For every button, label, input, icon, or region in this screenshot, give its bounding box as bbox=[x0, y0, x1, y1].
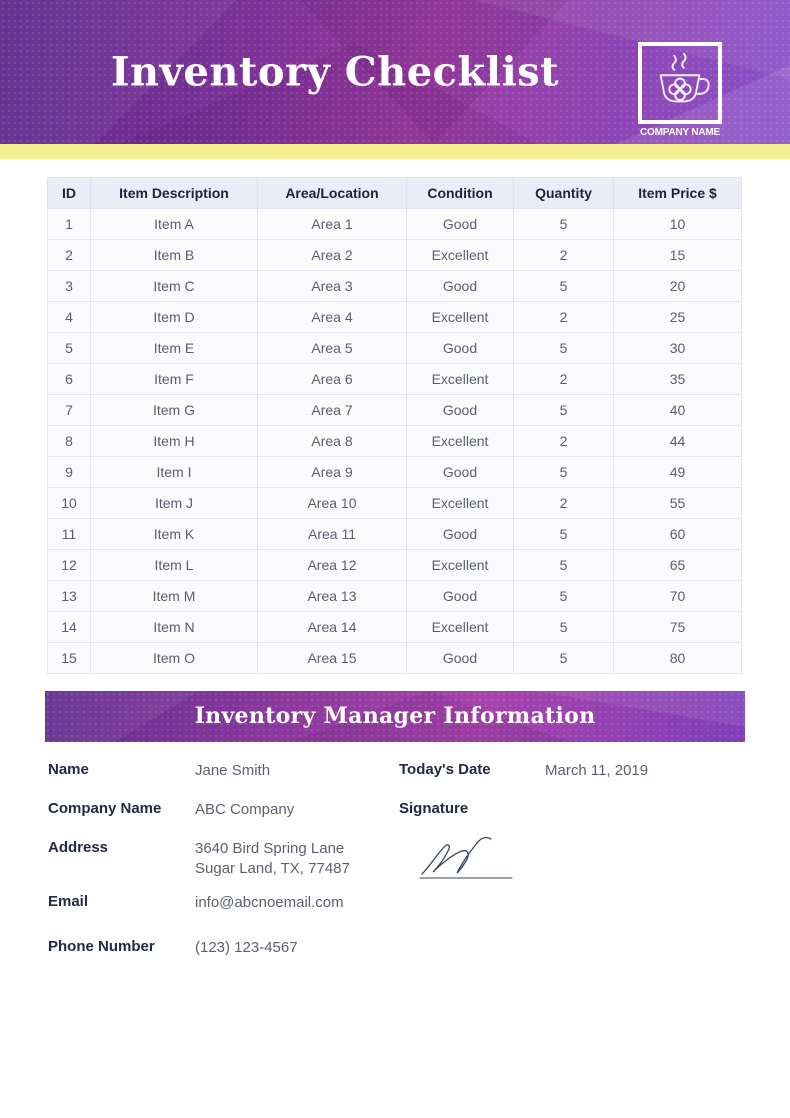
column-header-quantity: Quantity bbox=[514, 178, 614, 209]
cell-price: 10 bbox=[614, 209, 742, 240]
cell-id: 15 bbox=[48, 643, 91, 674]
cell-description: Item A bbox=[91, 209, 258, 240]
cell-quantity: 2 bbox=[514, 426, 614, 457]
cell-description: Item J bbox=[91, 488, 258, 519]
cell-quantity: 2 bbox=[514, 364, 614, 395]
flower-petal bbox=[675, 79, 685, 89]
company-name-label: COMPANY NAME bbox=[639, 127, 720, 138]
table-row bbox=[48, 550, 742, 581]
field-label: Company Name bbox=[48, 800, 162, 817]
table-row bbox=[48, 488, 742, 519]
table-row bbox=[48, 364, 742, 395]
cell-area: Area 2 bbox=[258, 240, 407, 271]
cell-area: Area 7 bbox=[258, 395, 407, 426]
cell-quantity: 5 bbox=[514, 643, 614, 674]
field-todays-date bbox=[399, 761, 648, 781]
inventory-table bbox=[47, 177, 742, 674]
cell-price: 75 bbox=[614, 612, 742, 643]
field-name bbox=[48, 761, 270, 781]
field-value bbox=[195, 839, 350, 879]
cell-condition: Good bbox=[407, 519, 514, 550]
cell-quantity: 2 bbox=[514, 240, 614, 271]
table-row bbox=[48, 581, 742, 612]
field-label: Email bbox=[48, 893, 89, 910]
field-address bbox=[48, 839, 350, 879]
cell-id: 9 bbox=[48, 457, 91, 488]
cell-price: 15 bbox=[614, 240, 742, 271]
cell-condition: Excellent bbox=[407, 488, 514, 519]
header-banner bbox=[0, 0, 790, 144]
cell-id: 8 bbox=[48, 426, 91, 457]
cell-description: Item H bbox=[91, 426, 258, 457]
cell-price: 30 bbox=[614, 333, 742, 364]
cell-area: Area 9 bbox=[258, 457, 407, 488]
cell-price: 49 bbox=[614, 457, 742, 488]
inventory-table-body bbox=[48, 209, 742, 674]
cell-area: Area 3 bbox=[258, 271, 407, 302]
table-row bbox=[48, 395, 742, 426]
cell-condition: Excellent bbox=[407, 302, 514, 333]
cell-condition: Excellent bbox=[407, 364, 514, 395]
cell-price: 20 bbox=[614, 271, 742, 302]
cell-description: Item K bbox=[91, 519, 258, 550]
cell-description: Item I bbox=[91, 457, 258, 488]
cell-description: Item O bbox=[91, 643, 258, 674]
address-line-1: 3640 Bird Spring Lane bbox=[195, 840, 345, 857]
table-section bbox=[0, 159, 790, 674]
cell-condition: Excellent bbox=[407, 426, 514, 457]
cell-description: Item G bbox=[91, 395, 258, 426]
table-row bbox=[48, 643, 742, 674]
field-label: Address bbox=[48, 839, 109, 856]
cell-price: 35 bbox=[614, 364, 742, 395]
table-header-row bbox=[48, 178, 742, 209]
field-value: Jane Smith bbox=[195, 762, 271, 779]
cell-price: 40 bbox=[614, 395, 742, 426]
column-header-description: Item Description bbox=[91, 178, 258, 209]
manager-banner bbox=[45, 691, 745, 742]
field-value: (123) 123-4567 bbox=[195, 939, 298, 956]
cell-price: 25 bbox=[614, 302, 742, 333]
cell-id: 3 bbox=[48, 271, 91, 302]
cell-area: Area 11 bbox=[258, 519, 407, 550]
cell-condition: Good bbox=[407, 643, 514, 674]
cell-description: Item B bbox=[91, 240, 258, 271]
cell-condition: Good bbox=[407, 581, 514, 612]
table-row bbox=[48, 240, 742, 271]
field-label: Phone Number bbox=[48, 938, 155, 955]
cell-quantity: 5 bbox=[514, 333, 614, 364]
field-label: Name bbox=[48, 761, 89, 778]
cell-condition: Good bbox=[407, 209, 514, 240]
cell-area: Area 1 bbox=[258, 209, 407, 240]
cell-quantity: 2 bbox=[514, 488, 614, 519]
address-line-2: Sugar Land, TX, 77487 bbox=[195, 860, 350, 877]
cell-description: Item E bbox=[91, 333, 258, 364]
cell-quantity: 5 bbox=[514, 209, 614, 240]
manager-section-title: Inventory Manager Information bbox=[194, 703, 596, 729]
cell-quantity: 5 bbox=[514, 271, 614, 302]
coffee-cup-icon bbox=[649, 52, 711, 114]
signature-image bbox=[418, 834, 516, 882]
cell-area: Area 15 bbox=[258, 643, 407, 674]
cell-area: Area 4 bbox=[258, 302, 407, 333]
column-header-area: Area/Location bbox=[258, 178, 407, 209]
field-value: March 11, 2019 bbox=[545, 762, 649, 779]
accent-stripe bbox=[0, 144, 790, 159]
flower-petal bbox=[675, 90, 685, 100]
column-header-id: ID bbox=[48, 178, 91, 209]
table-row bbox=[48, 271, 742, 302]
field-signature bbox=[399, 800, 545, 817]
field-phone-number bbox=[48, 938, 298, 958]
flower-petal bbox=[681, 84, 691, 94]
cell-price: 80 bbox=[614, 643, 742, 674]
cell-area: Area 12 bbox=[258, 550, 407, 581]
cell-quantity: 5 bbox=[514, 550, 614, 581]
cell-area: Area 13 bbox=[258, 581, 407, 612]
cell-condition: Good bbox=[407, 457, 514, 488]
cell-description: Item L bbox=[91, 550, 258, 581]
cell-price: 60 bbox=[614, 519, 742, 550]
cell-condition: Excellent bbox=[407, 240, 514, 271]
table-row bbox=[48, 302, 742, 333]
page-title: Inventory Checklist bbox=[110, 48, 560, 96]
cell-quantity: 5 bbox=[514, 612, 614, 643]
steam-icon bbox=[672, 56, 675, 70]
cell-condition: Excellent bbox=[407, 612, 514, 643]
cell-area: Area 14 bbox=[258, 612, 407, 643]
table-row bbox=[48, 612, 742, 643]
cell-id: 1 bbox=[48, 209, 91, 240]
flower-petal bbox=[669, 84, 679, 94]
cell-id: 5 bbox=[48, 333, 91, 364]
field-value: info@abcnoemail.com bbox=[195, 894, 344, 911]
cell-description: Item C bbox=[91, 271, 258, 302]
cell-description: Item M bbox=[91, 581, 258, 612]
cell-description: Item N bbox=[91, 612, 258, 643]
cell-area: Area 6 bbox=[258, 364, 407, 395]
cell-description: Item D bbox=[91, 302, 258, 333]
manager-info-section bbox=[0, 742, 790, 1118]
field-email bbox=[48, 893, 344, 913]
cell-id: 7 bbox=[48, 395, 91, 426]
cell-price: 65 bbox=[614, 550, 742, 581]
cell-condition: Good bbox=[407, 395, 514, 426]
cell-quantity: 5 bbox=[514, 581, 614, 612]
cell-quantity: 5 bbox=[514, 395, 614, 426]
cell-id: 12 bbox=[48, 550, 91, 581]
field-label: Today's Date bbox=[399, 761, 491, 778]
cell-id: 13 bbox=[48, 581, 91, 612]
cell-id: 11 bbox=[48, 519, 91, 550]
column-header-price: Item Price $ bbox=[614, 178, 742, 209]
cell-condition: Good bbox=[407, 271, 514, 302]
cell-quantity: 5 bbox=[514, 457, 614, 488]
logo-frame bbox=[638, 42, 722, 124]
table-header bbox=[48, 178, 742, 209]
cell-quantity: 2 bbox=[514, 302, 614, 333]
steam-icon bbox=[682, 54, 685, 68]
column-header-condition: Condition bbox=[407, 178, 514, 209]
table-row bbox=[48, 457, 742, 488]
cell-area: Area 10 bbox=[258, 488, 407, 519]
table-row bbox=[48, 333, 742, 364]
table-row bbox=[48, 426, 742, 457]
cell-price: 44 bbox=[614, 426, 742, 457]
field-label: Signature bbox=[399, 800, 469, 817]
cell-quantity: 5 bbox=[514, 519, 614, 550]
company-logo bbox=[633, 42, 727, 138]
cell-id: 4 bbox=[48, 302, 91, 333]
cell-condition: Good bbox=[407, 333, 514, 364]
cell-area: Area 8 bbox=[258, 426, 407, 457]
cell-id: 6 bbox=[48, 364, 91, 395]
cell-id: 2 bbox=[48, 240, 91, 271]
cell-area: Area 5 bbox=[258, 333, 407, 364]
cell-id: 10 bbox=[48, 488, 91, 519]
table-row bbox=[48, 209, 742, 240]
cell-condition: Excellent bbox=[407, 550, 514, 581]
table-row bbox=[48, 519, 742, 550]
field-company-name bbox=[48, 800, 294, 820]
field-value: ABC Company bbox=[195, 801, 295, 818]
cell-description: Item F bbox=[91, 364, 258, 395]
cell-price: 55 bbox=[614, 488, 742, 519]
cell-price: 70 bbox=[614, 581, 742, 612]
cell-id: 14 bbox=[48, 612, 91, 643]
